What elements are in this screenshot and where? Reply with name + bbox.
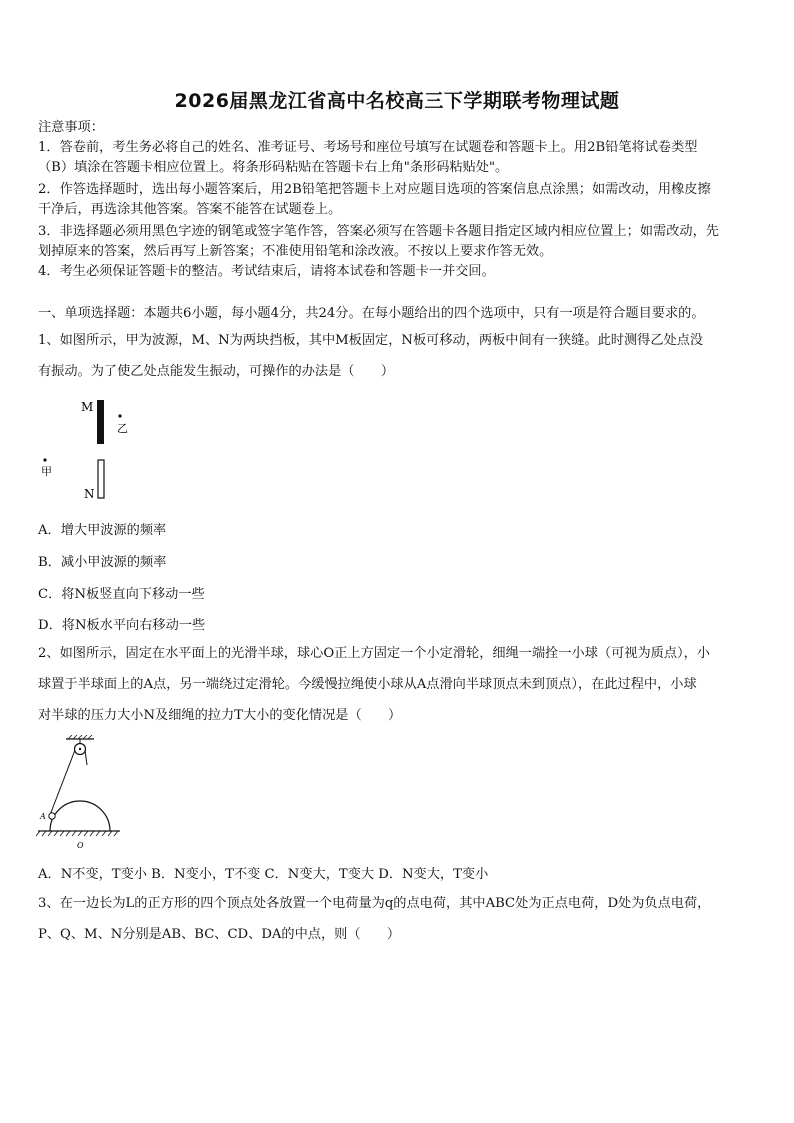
point-yi <box>118 414 121 417</box>
ball <box>49 813 55 819</box>
label-o: O <box>77 841 84 850</box>
question-2-text: 2、如图所示，固定在水平面上的光滑半球，球心O正上方固定一个小定滑轮，细绳一端拴一小球（可视为质点），小 <box>38 646 710 661</box>
option-d: D．将N板水平向右移动一些 <box>38 618 206 633</box>
point-jia <box>43 458 46 461</box>
option-a: A．增大甲波源的频率 <box>38 523 167 538</box>
label-n: N <box>84 487 95 501</box>
option-b: B．减小甲波源的频率 <box>38 555 167 570</box>
question-2-text: 对半球的压力大小N及细绳的拉力T大小的变化情况是（ ） <box>38 708 402 723</box>
question-3-text: 3、在一边长为L的正方形的四个顶点处各放置一个电荷量为q的点电荷，其中ABC处为正点电荷，D处为负点电荷， <box>38 896 711 911</box>
question-3-text: P、Q、M、N分别是AB、BC、CD、DA的中点，则（ ） <box>38 927 401 942</box>
question-1-text: 有振动。为了使乙处点能发生振动，可操作的办法是（ ） <box>38 364 395 379</box>
notice-line: 划掉原来的答案，然后再写上新答案；不准使用铅笔和涂改液。不按以上要求作答无效。 <box>38 244 553 259</box>
label-jia: 甲 <box>41 465 52 478</box>
barrier-m <box>97 400 104 444</box>
notice-line: 2．作答选择题时，选出每小题答案后，用2B铅笔把答题卡上对应题目选项的答案信息点涂黑；如需改动，用橡皮擦 <box>38 182 711 197</box>
notice-line: 干净后，再选涂其他答案。答案不能答在试题卷上。 <box>38 202 342 217</box>
notice-line: 3．非选择题必须用黑色字迹的钢笔或签字笔作答，答案必须写在答题卡各题目指定区域内相应位置上；如需改动，先 <box>38 224 719 239</box>
label-a: A <box>40 812 46 821</box>
question-2-options: A．N不变，T变小 B．N变小，T不变 C．N变大，T变大 D．N变大，T变小 <box>38 867 489 882</box>
notice-line: 1．答卷前，考生务必将自己的姓名、准考证号、考场号和座位号填写在试题卷和答题卡上。用2B铅笔将试卷类型 <box>38 140 698 155</box>
section-heading: 一、单项选择题：本题共6小题，每小题4分，共24分。在每小题给出的四个选项中，只有一项是符合题目要求的。 <box>38 306 705 321</box>
question-1-text: 1、如图所示，甲为波源，M、N为两块挡板，其中M板固定，N板可移动，两板中间有一狭缝。此时测得乙处点没 <box>38 333 704 348</box>
question-2-text: 球置于半球面上的A点，另一端绕过定滑轮。今缓慢拉绳使小球从A点滑向半球顶点未到顶点），在此过程中，小球 <box>38 677 697 692</box>
notice-line: 4．考生必须保证答题卡的整洁。考试结束后，请将本试卷和答题卡一并交回。 <box>38 264 495 279</box>
label-yi: 乙 <box>117 422 128 435</box>
option-c: C．将N板竖直向下移动一些 <box>38 587 205 602</box>
barrier-n <box>98 460 104 498</box>
question-2-figure <box>36 735 126 853</box>
page-title: 2026届黑龙江省高中名校高三下学期联考物理试题 <box>174 90 620 112</box>
notice-heading: 注意事项： <box>38 120 104 135</box>
hemisphere <box>50 801 110 831</box>
rope <box>50 750 75 815</box>
notice-line: （B）填涂在答题卡相应位置上。将条形码粘贴在答题卡右上角"条形码粘贴处"。 <box>38 160 509 175</box>
question-1-figure <box>36 396 146 506</box>
label-m: M <box>81 400 94 414</box>
